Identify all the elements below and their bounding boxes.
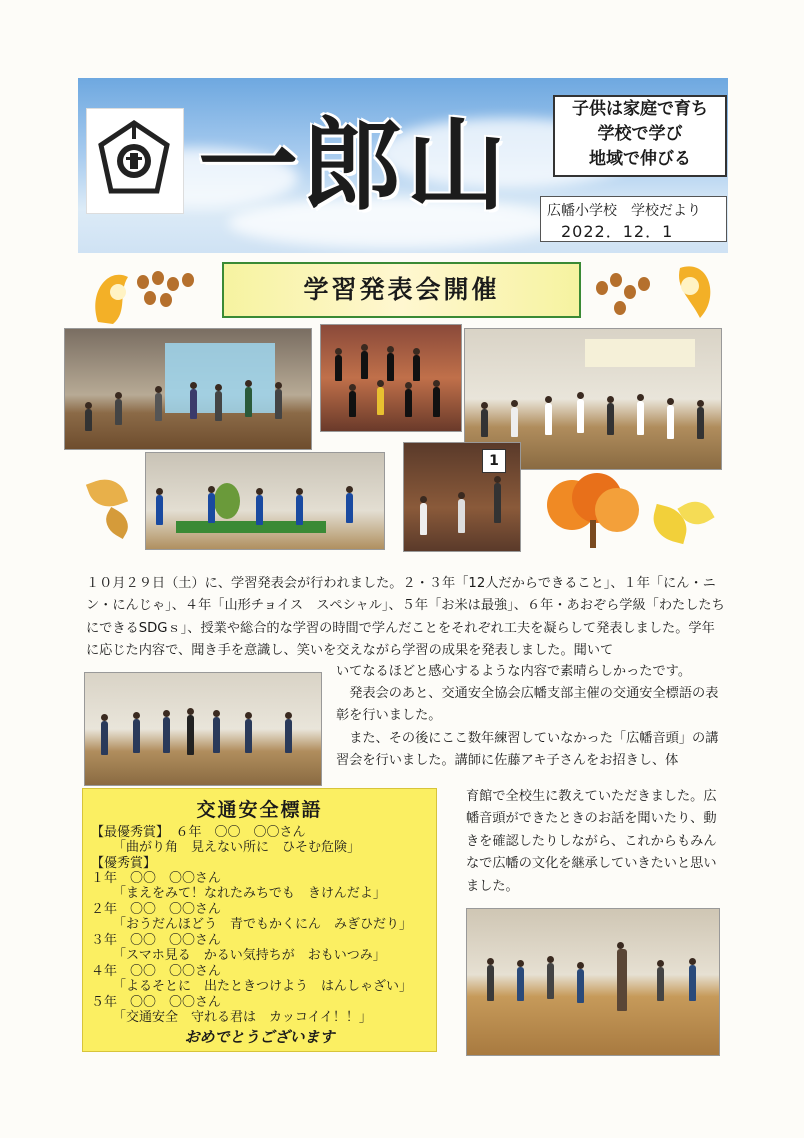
paragraph-1-tail: いてなるほどと感心するような内容で素晴らしかったです。 [336,664,692,679]
paragraph-2-text: 発表会のあと、交通安全協会広幡支部主催の交通安全標語の表彰を行いました。 [336,686,719,724]
paragraph-1-text: １０月２９日（土）に、学習発表会が行われました。２・３年「12人だからできること」、１年「にん・ニン・にんじゃ」、４年「山形チョイス スペシャル」、５年「お米は最強」、６年・あおぞら学級「わたしたちにできるSDGｓ」、授業や総合的な学習の時間で学んだことをそれぞれ工夫を凝らして発表しました。学年に応じた内容で、聞き手を意識し、笑いを交えながら学習の成果を発表しました。聞いて [86,576,725,659]
crest-emblem-icon [97,119,171,199]
slogan-line: 「曲がり角 見えない所に ひそむ危険」 [113,840,361,855]
slogan-line: ２年 〇〇 〇〇さん [91,902,222,917]
slogan-line: ３年 〇〇 〇〇さん [91,933,222,948]
leaf-decoration-icon [100,507,134,539]
slogan-line: 【最優秀賞】 ６年 〇〇 〇〇さん [91,825,306,840]
article-paragraph-3: 育館で全校生に教えていただきました。広幡音頭ができたときのお話を聞いたり、動きを確認したりしながら、これからもみんなで広幡の文化を継承していきたいと思いました。 [466,789,717,894]
event-heading: 学習発表会開催 [303,275,500,304]
photo-stage-performance-1 [64,328,312,450]
event-heading-banner [222,262,581,318]
issue-info [540,196,727,242]
article-paragraph-1 [86,573,726,663]
issue-date: 2022．12．1 [561,222,674,241]
photo-stage-performance-5 [403,442,521,552]
acorn-squirrel-decoration-icon [88,262,208,332]
slogan-line: １年 〇〇 〇〇さん [91,871,222,886]
photo-ninja-performance [320,324,462,432]
paragraph-3-text: また、その後にここ数年練習していなかった「広幡音頭」の講習会を行いました。講師に佐藤アキ子さんをお招きし、体 [336,730,719,769]
acorn-squirrel-right-decoration-icon [590,258,720,328]
school-name: 広幡小学校 学校だより [547,203,701,219]
autumn-tree-icon [542,470,642,550]
motto-line-2: 学校で学び [597,124,683,144]
motto-line-3: 地域で伸びる [589,149,691,169]
school-motto [553,95,727,177]
motto-line-1: 子供は家庭で育ち [572,99,708,119]
article-paragraph-2 [336,683,728,773]
leaf-decoration-icon [86,473,128,513]
slogan-line: 「交通安全 守れる君は カッコイイ！！」 [113,1010,372,1025]
slogan-closing: おめでとうございます [184,1028,335,1046]
school-crest [86,108,184,214]
slogan-box-title: 交通安全標語 [196,799,323,821]
slogan-line: 「スマホ見る かるい気持ちが おもいつみ」 [113,948,386,963]
number-card: 1 [482,449,506,473]
slogan-line: 【優秀賞】 [91,856,157,871]
photo-stage-performance-4 [145,452,385,550]
slogan-line: 「よるそとに 出たときつけよう はんしゃざい」 [113,979,413,994]
slogan-line: ４年 〇〇 〇〇さん [91,964,222,979]
slogan-line: ５年 〇〇 〇〇さん [91,995,222,1010]
slogan-line: 「まえをみて！なれたみちでも きけんだよ」 [113,886,386,901]
newsletter-title: 一郎山 [198,106,510,224]
photo-award-ceremony [84,672,322,786]
photo-hirohata-ondo-dance [466,908,720,1056]
slogan-line: 「おうだんほどう 青でもかくにん みぎひだり」 [113,917,413,932]
traffic-safety-slogan-box [82,788,437,1052]
